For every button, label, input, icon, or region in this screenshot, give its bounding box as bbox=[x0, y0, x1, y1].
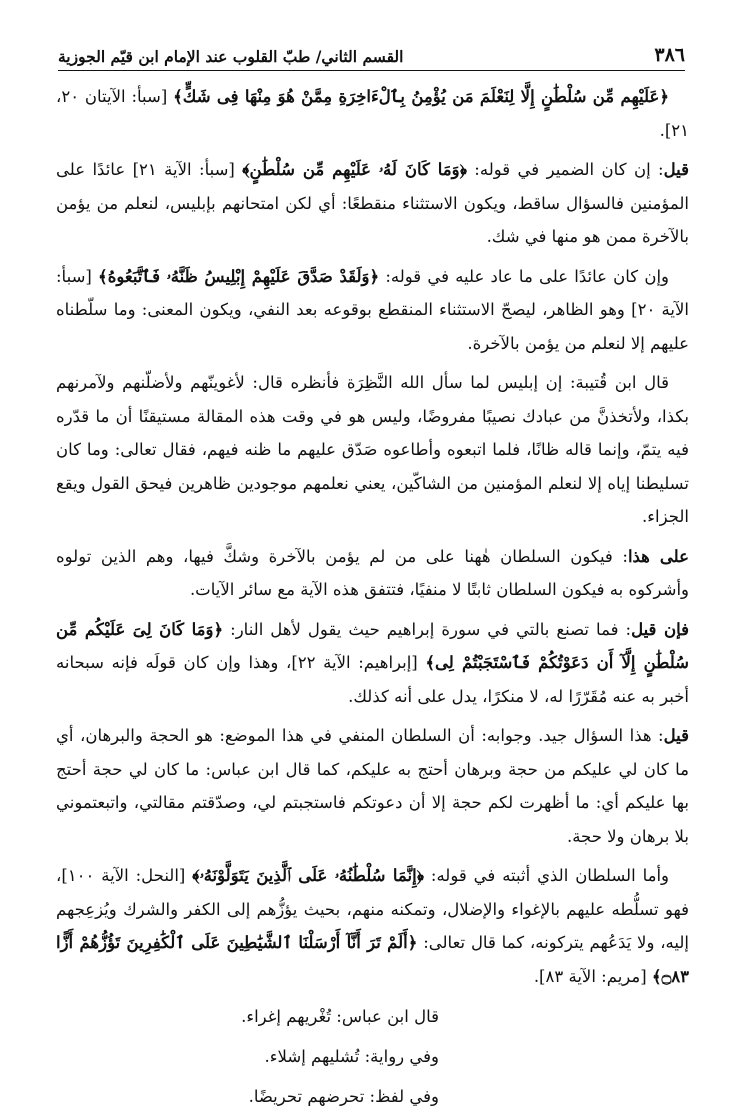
running-title: القسم الثاني/ طبّ القلوب عند الإمام ابن قيّم الجوزية bbox=[58, 47, 404, 66]
paragraph-text: [سبأ: الآية ٢١] عائدًا على المؤمنين فالسؤال ساقط، ويكون الاستثناء منقطعًا: أي لكن امتحانهم بإبليس، لنعلم من يؤمن بالآخرة ممن هو منها في شك. bbox=[56, 160, 689, 246]
paragraph-text: قال ابن قُتيبة: إن إبليس لما سأل الله النَّظِرَة فأنظره قال: لأغوينّهم ولأضلّنهم ولآمرنهم بكذا، ولأتخذنَّ من عبادك نصيبًا مفروضًا، وليس هو في وقت هذه المقالة مستيقنًا أن ما قدّره فيه يتمّ، وإنما قاله ظانًا، فلما اتبعوه وأطاعوه صَدّق عليهم ما ظنه فيهم، فقال تعالى: وما كان تسليطنا إياه إلا لنعلم المؤمنين من الشاكّين، يعني نعلمهم موجودين ظاهرين فيحق القول ويقع الجزاء. bbox=[56, 373, 689, 526]
quran-verse: ﴿وَلَقَدْ صَدَّقَ عَلَيْهِمْ إِبْلِيسُ ظَنَّهُۥ فَٱتَّبَعُوهُ﴾ bbox=[98, 266, 380, 286]
quran-verse: ﴿وَمَا كَانَ لَهُۥ عَلَيْهِم مِّن سُلْطَٰنٍ﴾ bbox=[242, 160, 467, 179]
paragraph-text: [سبأ: الآية ٢٠] وهو الظاهر، ليصحّ الاستثناء المنقطع بوقوعه بعد النفي، ويكون المعنى: وما سلّطناه عليهم إلا لنعلم من يؤمن بالآخرة. bbox=[56, 266, 689, 353]
paragraph-list bbox=[56, 80, 689, 993]
paragraph-lead: قيل bbox=[663, 160, 689, 179]
paragraph-text: [سبأ: الآيتان ٢٠، ٢١]. bbox=[56, 87, 689, 140]
paragraph-text: [مريم: الآية ٨٣]. bbox=[533, 966, 652, 986]
paragraph bbox=[56, 859, 689, 993]
page-body bbox=[56, 80, 689, 1119]
paragraph bbox=[56, 613, 689, 714]
quote-line: قال ابن عباس: تُغْريهم إغراء. bbox=[241, 1007, 439, 1026]
paragraph-text: : إن كان الضمير في قوله: bbox=[466, 160, 664, 179]
paragraph-lead: فإن قيل bbox=[631, 619, 689, 639]
page-number: ٣٨٦ bbox=[654, 44, 685, 66]
quran-verse: ﴿أَلَمْ تَرَ أَنَّآ أَرْسَلْنَا ٱلشَّيَٰطِينَ عَلَى ٱلْكَٰفِرِينَ تَؤُزُّهُمْ أَزًّا ۝٨٣﴾ bbox=[56, 933, 689, 986]
paragraph-text: : فيكون السلطان هٰهنا على من لم يؤمن بالآخرة وشكَّ فيها، وهم الذين تولوه وأشركوه به فيكون السلطان ثابتًا لا منفيًا، فتتفق هذه الآية مع سائر الآيات. bbox=[56, 546, 689, 599]
quran-verse: ﴿وَمَا كَانَ لِىَ عَلَيْكُم مِّن سُلْطَٰنٍ إِلَّآ أَن دَعَوْتُكُمْ فَٱسْتَجَبْتُمْ لِى﴾ bbox=[56, 619, 689, 672]
paragraph-lead: قيل bbox=[663, 726, 689, 745]
paragraph bbox=[56, 80, 689, 147]
paragraph bbox=[56, 366, 689, 534]
paragraph-lead: على هذا bbox=[627, 546, 689, 566]
paragraph bbox=[56, 260, 689, 361]
quran-verse: ﴿عَلَيْهِم مِّن سُلْطَٰنٍ إِلَّا لِنَعْلَمَ مَن يُؤْمِنُ بِٱلْءَاخِرَةِ مِمَّنْ هُوَ مِنْهَا فِى شَكٍّ﴾ bbox=[173, 87, 670, 106]
quran-verse: ﴿إِنَّمَا سُلْطَٰنُهُۥ عَلَى ٱلَّذِينَ يَتَوَلَّوْنَهُۥ﴾ bbox=[192, 866, 424, 885]
quote-line: وفي لفظ: تحرضهم تحريضًا. bbox=[248, 1087, 439, 1106]
paragraph bbox=[56, 719, 689, 853]
paragraph-text: وأما السلطان الذي أثبته في قوله: bbox=[423, 866, 669, 885]
paragraph bbox=[56, 153, 689, 254]
page-header bbox=[58, 36, 685, 71]
paragraph bbox=[56, 540, 689, 607]
paragraph-text: : فما تصنع بالتي في سورة إبراهيم حيث يقول لأهل النار: bbox=[223, 619, 632, 639]
paragraph-text: : هذا السؤال جيد. وجوابه: أن السلطان المنفي في هذا الموضع: هو الحجة والبرهان، أي ما كان لي عليكم من حجة وبرهان أحتج به عليكم، كما قال ابن عباس: ما كان لي حجة أحتج بها عليكم أي: ما أظهرت لكم حجة إلا أن دعوتكم فاستجبتم لي، وصدّقتم مقالتي، واتبعتموني بلا برهان ولا حجة. bbox=[56, 726, 689, 846]
quote-line: وفي رواية: تُشليهم إشلاء. bbox=[264, 1047, 439, 1066]
paragraph-text: [النحل: الآية ١٠٠]، فهو تسلُّطه عليهم بالإغواء والإضلال، وتمكنه منهم، بحيث يؤزُّهم إلى الكفر والشرك ويُزعِجهم إليه، ولا يَدَعُهم يتركونه، كما قال تعالى: bbox=[56, 866, 689, 952]
paragraph-text: وإن كان عائدًا على ما عاد عليه في قوله: bbox=[379, 266, 669, 286]
paragraph-text: [إبراهيم: الآية ٢٢]، وهذا وإن كان قولَه فإنه سبحانه أخبر به عنه مُقَرّرًا له، لا منكرًا، يدل على أنه كذلك. bbox=[56, 653, 689, 706]
quote-list bbox=[56, 999, 689, 1115]
